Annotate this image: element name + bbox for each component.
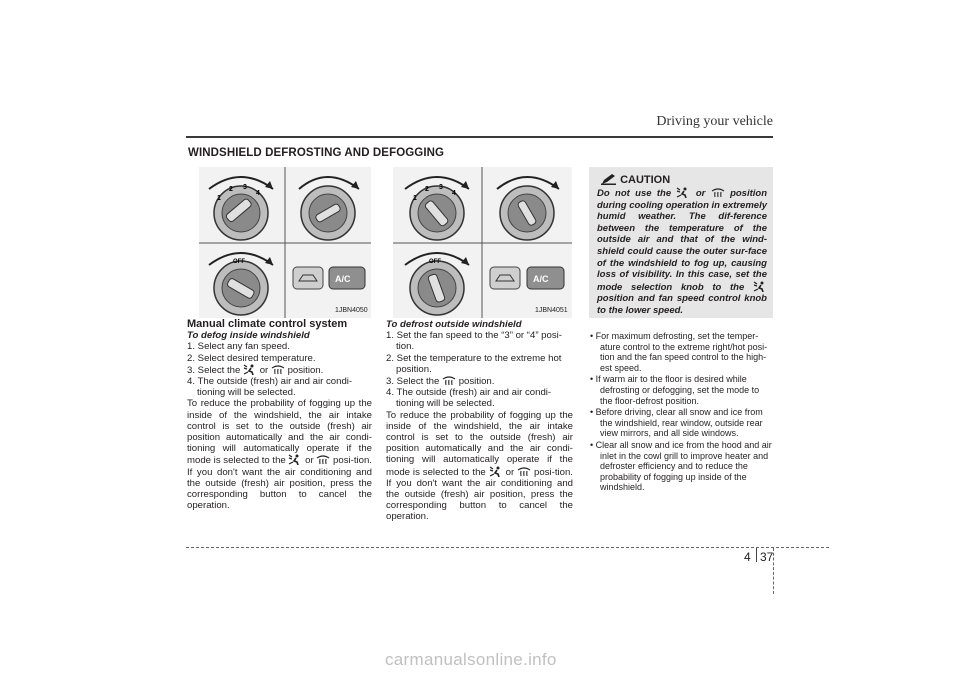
defrost-step-1: 1. Set the fan speed to the “3” or “4” posi-tion. [386,330,562,353]
tips-list [590,331,774,494]
paragraph-text: To reduce the probability of fogging up the inside of the windshield, the air intake control is set to the outside (fresh) air position automatically and the air condi-tioning will automatically operate if the mode is selected to the [187,398,372,467]
step-text: 3. Select the [187,364,241,376]
defrost-icon [271,364,285,375]
fan-mark-2: 2 [425,186,429,193]
caution-text-part: position and fan speed control knob to the lower speed. [597,293,767,316]
list-item-text: If warm air to the floor is desired while defrosting or defogging, set the mode to the floor-defrost position. [595,374,760,406]
manual-climate-heading: Manual climate control system [187,318,348,330]
temperature-knob [299,177,359,240]
page-number: 37 [760,550,774,564]
defog-paragraph [187,398,372,511]
list-item-text: Before driving, clear all snow and ice from the windshield, rear window, outside rear view mirrors, and all side windows. [595,407,763,439]
fan-mark-4: 4 [452,190,456,197]
left-column [187,319,372,511]
floor-defrost-icon [489,466,503,477]
figure-manual-controls-defog [199,167,371,318]
fan-mark-3: 3 [439,184,443,191]
mode-off-label: OFF [233,259,245,265]
paragraph-text: posi-tion. If you don't want the air conditioning and the outside (fresh) air position, press the corresponding button to cancel the operation. [187,455,372,512]
list-item: • If warm air to the floor is desired while defrosting or defogging, set the mode to the floor-defrost position. [590,374,760,406]
list-item-text: Clear all snow and ice from the hood and air inlet in the cowl grill to improve heater and defroster efficiency and to reduce the probability of fogging up inside of the windshield. [595,439,772,493]
pencil-icon [601,173,617,185]
caution-box [589,167,773,318]
header-rule [186,136,773,138]
mode-knob [209,253,273,315]
mode-knob [405,253,469,315]
defrost-step-2: 2. Set the temperature to the extreme hot position. [386,352,562,375]
defog-step-1: 1. Select any fan speed. [187,341,290,353]
defrost-icon [316,454,330,465]
floor-defrost-icon [288,454,302,465]
figure-manual-controls-defrost [393,167,572,318]
paragraph-text: or [505,466,515,478]
watermark: carmanualsonline.info [385,650,557,669]
paragraph-text: To reduce the probability of fogging up the inside of the windshield, the air intake control is set to the outside (fresh) air position automatically and the air condi-tioning will automatically operate if the mode is selected to the [386,409,573,478]
paragraph-text: posi-tion. If you don't want the air conditioning and the outside (fresh) air position, press the corresponding button to cancel the operation. [386,466,573,523]
page-separator [756,548,757,562]
ac-button-label: A/C [335,274,351,284]
list-item: • Clear all snow and ice from the hood and air inlet in the cowl grill to improve heater and defroster efficiency and to reduce the probability of fogging up inside of the windshield. [590,439,772,493]
caution-text-part: or [695,188,706,199]
step-text: position. [287,364,324,376]
fan-speed-knob [209,177,273,240]
floor-defrost-icon [676,187,690,198]
defog-subheading: To defog inside windshield [187,330,310,342]
chapter-number: 4 [744,550,751,564]
defrost-subheading: To defrost outside windshield [386,319,522,330]
defog-step-3 [187,364,372,376]
list-item: • Before driving, clear all snow and ice from the windshield, rear window, outside rear view mirrors, and all side windows. [590,407,763,439]
caution-heading [601,173,670,186]
section-title: WINDSHIELD DEFROSTING AND DEFOGGING [188,147,445,159]
mode-off-label: OFF [429,259,441,265]
step-text: 3. Select the [386,376,440,388]
fan-mark-4: 4 [256,190,260,197]
ac-button-label: A/C [533,274,549,284]
defog-step-4: 4. The outside (fresh) air and air condi-tioning will be selected. [187,376,353,399]
step-text: or [259,364,269,376]
defrost-icon [442,375,456,386]
defrost-step-3 [386,375,573,387]
defrost-icon [711,187,725,198]
fan-mark-1: 1 [413,195,417,202]
footer-rule [186,547,829,548]
floor-defrost-icon [243,364,257,375]
middle-column [386,319,573,523]
figure-manual-controls-defrost-illustration [393,167,572,318]
fan-mark-2: 2 [229,186,233,193]
ac-button-panel [490,267,564,289]
caution-title: CAUTION [620,174,671,186]
step-text: position. [458,376,495,388]
temperature-knob [497,177,559,240]
defrost-icon [517,466,531,477]
fan-mark-1: 1 [217,195,221,202]
caution-text-part: position during cooling operation in extremely humid weather. The dif-ference between the temperature of the outside air and that of the wind-shield could cause the outer sur-face of the windshield to fog up, causing loss of visibility. In this case, set the mode selection knob to the [597,188,768,293]
fan-speed-knob [405,177,469,240]
defrost-paragraph [386,410,573,523]
caution-text-part: Do not use the [597,188,672,199]
figure-code: 1JBN4050 [335,307,368,314]
defog-step-2: 2. Select desired temperature. [187,352,316,364]
figure-manual-controls-defog-illustration [199,167,371,318]
figure-code: 1JBN4051 [535,307,568,314]
floor-defrost-icon [753,281,767,292]
paragraph-text: or [305,455,314,467]
ac-button-panel [293,267,365,289]
caution-text [597,187,767,317]
defrost-step-4: 4. The outside (fresh) air and air condi-tioning will be selected. [386,387,552,410]
list-item-text: For maximum defrosting, set the temper-ature control to the extreme right/hot posi-tion and the fan speed control to the high-est speed. [595,331,768,373]
list-item: • For maximum defrosting, set the temper-ature control to the extreme right/hot posi-tion and the fan speed control to the high-est speed. [590,331,768,373]
fan-mark-3: 3 [243,184,247,191]
running-header: Driving your vehicle [656,114,773,129]
